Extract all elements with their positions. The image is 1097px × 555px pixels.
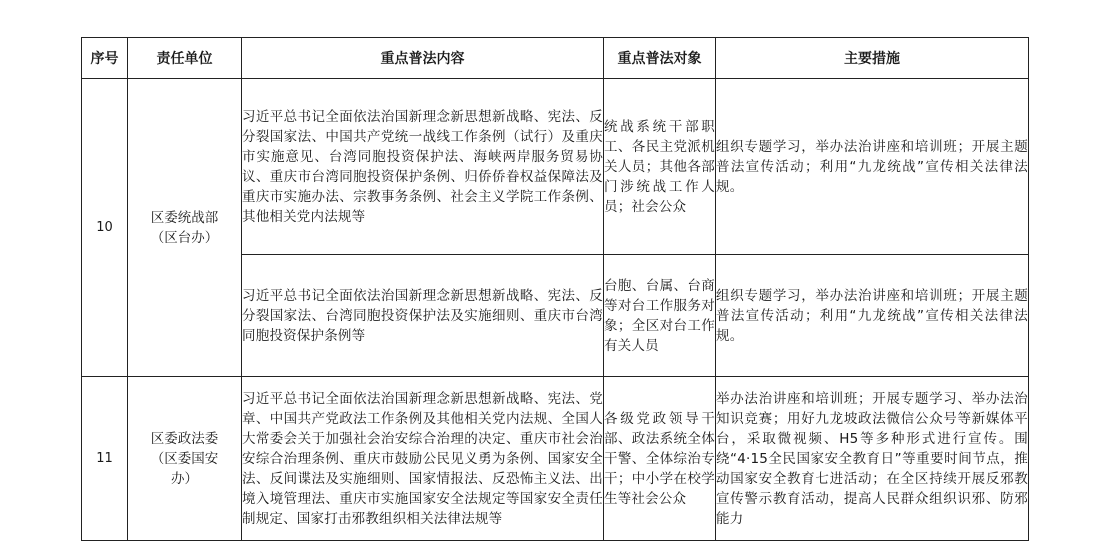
unit-line: 区委政法委	[150, 430, 219, 447]
content-cell	[242, 255, 604, 377]
row-serial: 11	[82, 377, 128, 541]
targets-cell	[604, 377, 716, 541]
header-unit: 责任单位	[128, 38, 242, 79]
measures-text: 组织专题学习，举办法治讲座和培训班；开展主题普法宣传活动；利用“九龙统战”宣传相关法律法规。	[716, 287, 1028, 344]
unit-line: （区台办）	[150, 229, 219, 246]
unit-line: 办）	[171, 470, 198, 487]
targets-text: 统战系统干部职工、各民主党派机关人员；其他各部门涉统战工作人员；社会公众	[604, 118, 715, 215]
header-content: 重点普法内容	[242, 38, 604, 79]
table-row	[82, 79, 1029, 255]
content-cell	[242, 79, 604, 255]
responsibility-table	[81, 37, 1029, 541]
targets-cell	[604, 255, 716, 377]
measures-text: 举办法治讲座和培训班；开展专题学习、举办法治知识竞赛；用好九龙坡政法微信公众号等新媒体平台，采取微视频、H5等多种形式进行宣传。围绕“4·15全民国家安全教育日”等重要时间节点，推动国家安全教育七进活动；在全区持续开展反邪教宣传警示教育活动，提高人民群众组织识邪、防邪能力	[716, 390, 1028, 527]
targets-text: 各级党政领导干部、政法系统全体干警、全体综治专干；中小学在校学生等社会公众	[604, 410, 715, 507]
measures-cell	[716, 255, 1029, 377]
content-text: 习近平总书记全面依法治国新理念新思想新战略、宪法、党章、中国共产党政法工作条例及其他相关党内法规、全国人大常委会关于加强社会治安综合治理的决定、重庆市社会治安综合治理条例、重庆市鼓励公民见义勇为条例、国家安全法、反间谍法及实施细则、国家情报法、反恐怖主义法、出境入境管理法、重庆市实施国家安全法规定等国家安全责任制规定、国家打击邪教组织相关法律法规等	[242, 390, 603, 527]
content-cell	[242, 377, 604, 541]
targets-cell	[604, 79, 716, 255]
content-text: 习近平总书记全面依法治国新理念新思想新战略、宪法、反分裂国家法、中国共产党统一战线工作条例（试行）及重庆市实施意见、台湾同胞投资保护法、海峡两岸服务贸易协议、重庆市台湾同胞投资保护条例、归侨侨眷权益保障法及重庆市实施办法、宗教事务条例、社会主义学院工作条例、其他相关党内法规等	[242, 108, 603, 225]
content-text: 习近平总书记全面依法治国新理念新思想新战略、宪法、反分裂国家法、台湾同胞投资保护法及实施细则、重庆市台湾同胞投资保护条例等	[242, 287, 603, 344]
measures-cell	[716, 377, 1029, 541]
targets-text: 台胞、台属、台商等对台工作服务对象；全区对台工作有关人员	[604, 277, 715, 354]
row-serial: 10	[82, 79, 128, 377]
table-row	[82, 377, 1029, 541]
measures-text: 组织专题学习，举办法治讲座和培训班；开展主题普法宣传活动；利用“九龙统战”宣传相关法律法规。	[716, 138, 1028, 195]
table-header-row	[82, 38, 1029, 79]
row-unit	[128, 377, 242, 541]
header-serial: 序号	[82, 38, 128, 79]
header-targets: 重点普法对象	[604, 38, 716, 79]
header-measures: 主要措施	[716, 38, 1029, 79]
row-unit	[128, 79, 242, 377]
measures-cell	[716, 79, 1029, 255]
unit-line: （区委国安	[150, 450, 219, 467]
unit-line: 区委统战部	[150, 209, 219, 226]
